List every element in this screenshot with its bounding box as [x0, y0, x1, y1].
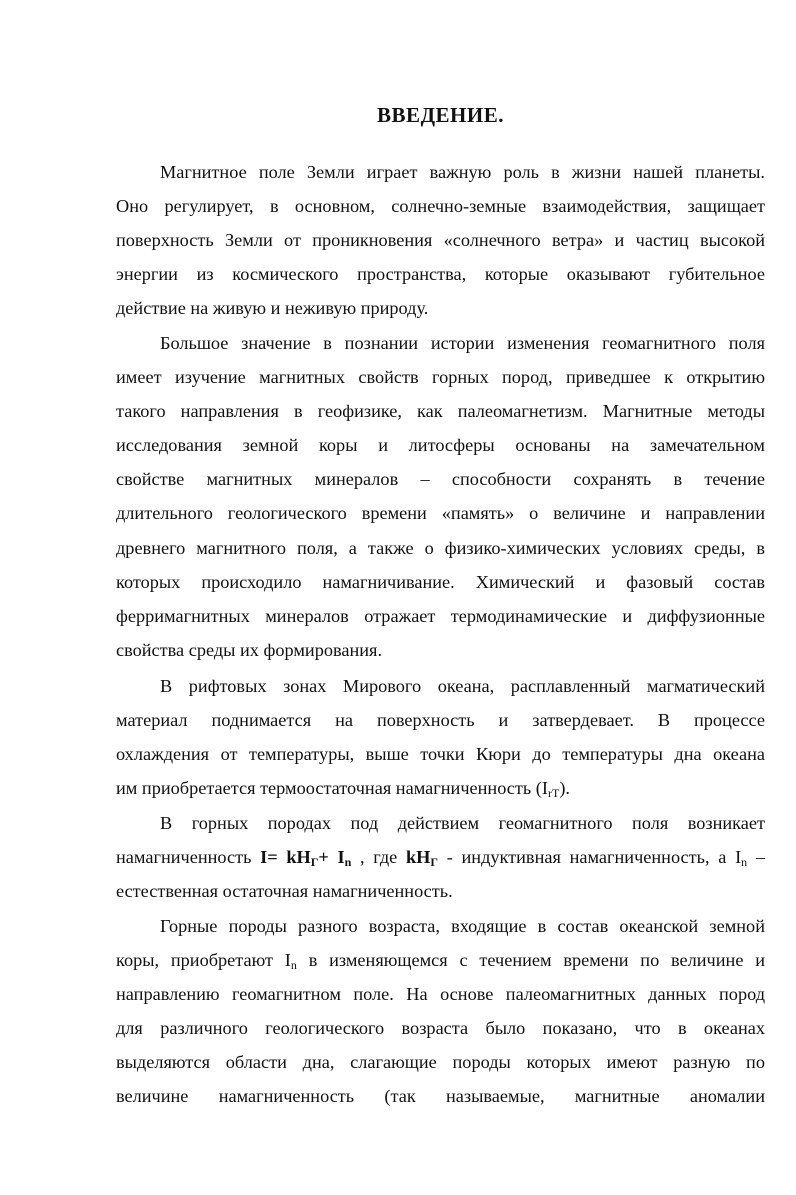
subscript: rT — [547, 786, 560, 801]
subscript: Г — [430, 855, 439, 870]
text-line — [116, 943, 765, 977]
text-line: естественная остаточная намагниченность. — [116, 881, 453, 902]
text-fragment: в изменяющемся с течением времени по величине и — [296, 950, 766, 971]
text-line: материал поднимается на поверхность и затвердевает. В процессе — [116, 710, 765, 731]
text-fragment: намагниченность — [116, 847, 261, 868]
formula-part: kH — [406, 847, 431, 868]
text-fragment: - индуктивная намагниченность, а I — [438, 847, 742, 868]
paragraph-1 — [116, 155, 765, 325]
section-title: ВВЕДЕНИЕ. — [377, 103, 504, 127]
document-page — [116, 0, 765, 1195]
text-line: имеет изучение магнитных свойств горных пород, приведшее к открытию — [116, 367, 765, 388]
text-line: ферримагнитных минералов отражает термодинамические и диффузионные — [116, 605, 765, 626]
text-line: Магнитное поле Земли играет важную роль в жизни нашей планеты. — [160, 162, 765, 182]
text-line: Горные породы разного возраста, входящие в состав океанской земной — [160, 916, 765, 936]
subscript: Г — [310, 855, 319, 870]
text-line: В горных породах под действием геомагнитного поля возникает — [160, 813, 765, 833]
text-fragment: им приобретается термоостаточная намагниченность (I — [116, 778, 548, 799]
subscript: n — [741, 855, 748, 870]
subscript: n — [290, 958, 297, 973]
text-line: такого направления в геофизике, как палеомагнетизм. Магнитные методы — [116, 401, 765, 422]
text-line: энергии из космического пространства, которые оказывают губительное — [116, 264, 765, 285]
text-line: древнего магнитного поля, а также о физико-химических условиях среды, в — [116, 537, 765, 558]
paragraph-5 — [116, 909, 765, 1114]
paragraph-2 — [116, 326, 765, 667]
text-line: Большое значение в познании истории изменения геомагнитного поля — [160, 333, 765, 353]
text-line: свойстве магнитных минералов – способности сохранять в течение — [116, 469, 765, 490]
text-line — [116, 840, 765, 874]
text-line: исследования земной коры и литосферы основаны на замечательном — [116, 435, 765, 456]
text-line: охлаждения от температуры, выше точки Кюри до температуры дна океана — [116, 744, 765, 765]
formula-part: I= kH — [260, 847, 311, 868]
paragraph-4 — [116, 806, 765, 908]
text-fragment: коры, приобретают I — [116, 950, 291, 971]
text-line — [116, 771, 765, 805]
subscript: n — [344, 855, 352, 870]
text-fragment: – — [747, 847, 766, 868]
text-line: В рифтовых зонах Мирового океана, расплавленный магматический — [160, 676, 765, 696]
text-line: для различного геологического возраста было показано, что в океанах — [116, 1018, 765, 1039]
text-line: поверхность Земли от проникновения «солнечного ветра» и частиц высокой — [116, 230, 765, 251]
text-line: величине намагниченность (так называемые, магнитные аномалии — [116, 1086, 765, 1107]
text-line: выделяются области дна, слагающие породы которых имеют разную по — [116, 1052, 765, 1073]
paragraph-3 — [116, 669, 765, 805]
text-line: длительного геологического времени «память» о величине и направлении — [116, 503, 765, 524]
text-line: которых происходило намагничивание. Химический и фазовый состав — [116, 571, 765, 592]
text-fragment: , где — [351, 847, 406, 868]
text-line: свойства среды их формирования. — [116, 639, 383, 660]
formula-part: + I — [318, 847, 345, 868]
text-fragment: ). — [559, 778, 570, 799]
text-line: направлению геомагнитном поле. На основе палеомагнитных данных пород — [116, 984, 765, 1005]
text-line: действие на живую и неживую природу. — [116, 298, 429, 319]
text-line: Оно регулирует, в основном, солнечно-земные взаимодействия, защищает — [116, 196, 765, 217]
